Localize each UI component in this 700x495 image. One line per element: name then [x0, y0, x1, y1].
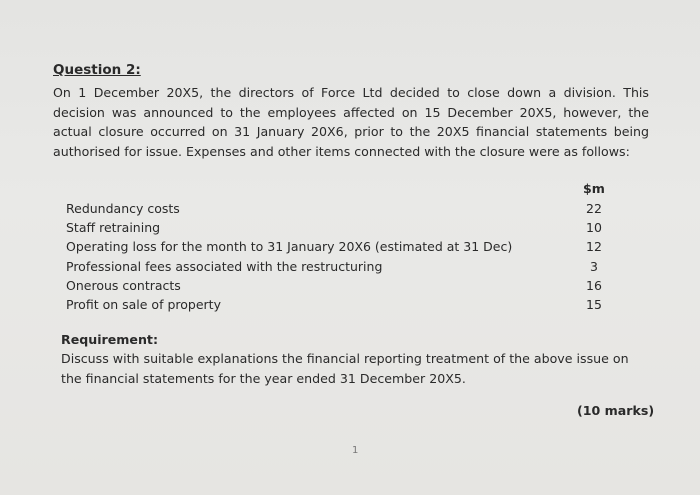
row-amount: 12 — [586, 239, 602, 255]
unit-header: $m — [583, 181, 605, 196]
row-amount: 10 — [586, 220, 602, 236]
row-amount: 16 — [586, 277, 602, 293]
row-label: Operating loss for the month to 31 January 20X6 (estimated at 31 Dec) — [66, 239, 513, 255]
table-row — [66, 199, 626, 218]
row-label: Onerous contracts — [66, 277, 181, 293]
row-amount: 22 — [586, 201, 602, 216]
requirement-text: Discuss with suitable explanations the financial reporting treatment of the above issue on the financial statements for the year ended 31 December 20X5. — [61, 351, 629, 386]
cost-table — [66, 199, 626, 314]
question-title: Question 2: — [53, 62, 141, 78]
requirement-heading: Requirement: — [61, 332, 158, 347]
marks-label: (10 marks) — [577, 403, 655, 418]
table-row — [66, 276, 626, 295]
table-row — [66, 295, 626, 314]
row-label: Profit on sale of property — [66, 296, 221, 312]
row-label: Professional fees associated with the restructuring — [66, 258, 383, 274]
table-row — [66, 218, 626, 237]
question-intro: On 1 December 20X5, the directors of Force Ltd decided to close down a division. This decision was announced to the employees affected on 15 December 20X5, however, the actual closure occurred on 31 January 20X6, prior to the 20X5 financial statements being authorised for issue. Expenses and other items connected with the closure were as follows: — [53, 85, 649, 159]
row-amount: 15 — [586, 296, 602, 312]
row-label: Redundancy costs — [66, 201, 180, 216]
table-row — [66, 257, 626, 276]
page-number: 1 — [352, 445, 359, 456]
table-row — [66, 237, 626, 256]
row-label: Staff retraining — [66, 220, 161, 236]
row-amount: 3 — [590, 258, 598, 274]
